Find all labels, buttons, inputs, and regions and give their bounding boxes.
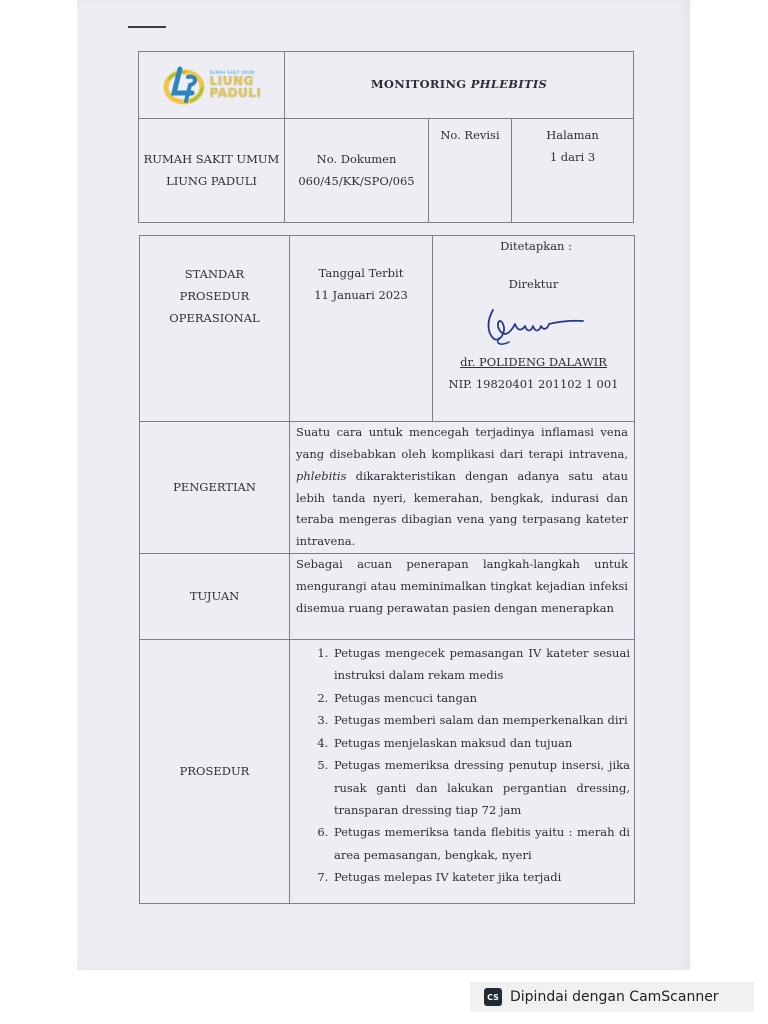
camscanner-watermark xyxy=(470,982,754,1012)
logo-small-text: RUMAH SAKIT UMUM xyxy=(209,70,255,75)
issue-date-value: 11 Januari 2023 xyxy=(314,287,408,302)
director-nip: NIP. 19820401 201102 1 001 xyxy=(448,376,619,391)
document-header-table xyxy=(138,51,634,223)
definition-text xyxy=(290,422,635,554)
document-number-value: 060/45/KK/SPO/065 xyxy=(298,173,415,188)
sop-table xyxy=(139,235,635,904)
logo-text-liung: LIUNG xyxy=(209,74,254,88)
procedure-step: 1. Petugas mengecek pemasangan IV kateter sesuai instruksi dalam rekam medis xyxy=(332,642,630,687)
title-prefix: MONITORING xyxy=(370,77,471,92)
sop-type-line1: STANDAR xyxy=(184,267,245,281)
procedure-cell xyxy=(290,640,635,904)
director-label: Direktur xyxy=(508,276,559,291)
title-italic: PHLEBITIS xyxy=(470,77,548,92)
camscanner-label: Dipindai dengan CamScanner xyxy=(510,989,719,1005)
revision-number-label: No. Revisi xyxy=(440,128,500,142)
logo-text-paduli: PADULI xyxy=(209,86,262,100)
issue-date-label: Tanggal Terbit xyxy=(318,266,404,280)
hospital-emblem-icon xyxy=(162,63,206,107)
document-number-label: No. Dokumen xyxy=(316,151,397,166)
definition-text-part2: dikarakteristikan dengan adanya satu atau lebih tanda nyeri, kemerahan, bengkak, indurasi dan teraba mengeras dibagian vena yang terpasang kateter intravena. xyxy=(296,468,628,549)
sop-type-cell xyxy=(140,236,290,422)
procedure-step: 5. Petugas memeriksa dressing penutup insersi, jika rusak ganti dan lakukan pergantian dressing, transparan dressing tiap 72 jam xyxy=(332,754,630,821)
page-number-label: Halaman xyxy=(546,128,599,142)
procedure-step: 3. Petugas memberi salam dan memperkenalkan diri xyxy=(332,709,630,731)
procedure-label: PROSEDUR xyxy=(140,640,290,904)
hospital-logo-cell xyxy=(139,52,285,119)
director-signature xyxy=(479,302,589,350)
procedure-step: 2. Petugas mencuci tangan xyxy=(332,687,630,709)
document-title xyxy=(285,52,634,119)
purpose-label: TUJUAN xyxy=(140,554,290,640)
revision-number-cell xyxy=(429,119,512,223)
procedure-step: 6. Petugas memeriksa tanda flebitis yaitu : merah di area pemasangan, bengkak, nyeri xyxy=(332,821,630,866)
hospital-name-line2: LIUNG PADULI xyxy=(166,173,257,188)
procedure-steps-list xyxy=(290,640,634,889)
established-label: Ditetapkan : xyxy=(500,239,572,253)
issue-date-cell xyxy=(290,236,433,422)
page-number-value: 1 dari 3 xyxy=(549,149,596,164)
sop-type-line3: OPERASIONAL xyxy=(169,310,260,325)
definition-label: PENGERTIAN xyxy=(140,422,290,554)
purpose-text: Sebagai acuan penerapan langkah-langkah untuk mengurangi atau meminimalkan tingkat kejadian infeksi disemua ruang perawatan pasien dengan menerapkan xyxy=(290,554,635,640)
hospital-name xyxy=(139,119,285,223)
procedure-step: 7. Petugas melepas IV kateter jika terjadi xyxy=(332,866,630,888)
corner-mark xyxy=(128,26,166,28)
camscanner-logo-icon: CS xyxy=(484,988,502,1006)
page-number-cell xyxy=(512,119,634,223)
hospital-logo xyxy=(139,63,284,107)
definition-text-part1: Suatu cara untuk mencegah terjadinya inflamasi vena yang disebabkan oleh komplikasi dari terapi intravena, xyxy=(296,425,628,461)
approval-cell xyxy=(433,236,635,422)
procedure-step: 4. Petugas menjelaskan maksud dan tujuan xyxy=(332,732,630,754)
sop-type-line2: PROSEDUR xyxy=(179,288,250,303)
document-number-cell xyxy=(285,119,429,223)
director-name: dr. POLIDENG DALAWIR xyxy=(460,354,607,369)
definition-text-italic: phlebitis xyxy=(296,468,347,483)
hospital-name-line1: RUMAH SAKIT UMUM xyxy=(143,151,280,166)
